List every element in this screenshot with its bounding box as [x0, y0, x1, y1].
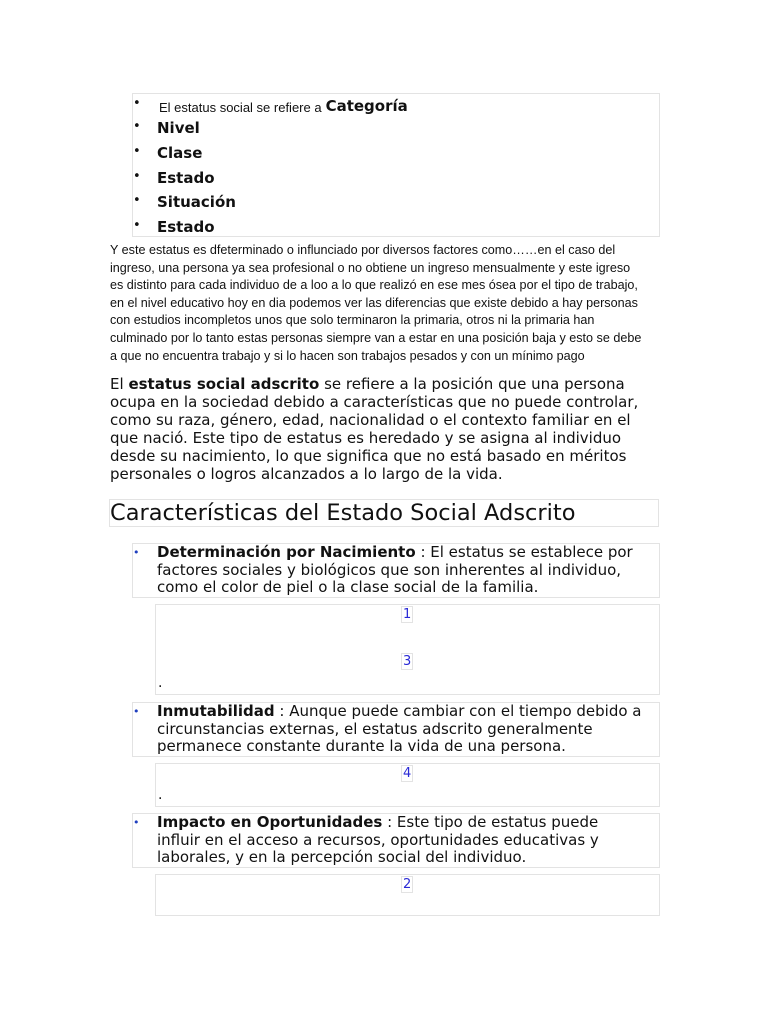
- paragraph-line: desde su nacimiento, lo que significa que no está basado en méritos: [110, 446, 627, 465]
- list-lead-text: El estatus social se refiere a: [159, 100, 322, 115]
- paragraph-line: ocupa en la sociedad debido a características que no puede controlar,: [110, 392, 639, 411]
- feature-text-line: : Este tipo de estatus puede: [387, 813, 599, 831]
- paragraph-line: que nació. Este tipo de estatus es heredado y se asigna al individuo: [110, 428, 622, 447]
- paragraph-line: [110, 376, 658, 394]
- list-item: [133, 119, 653, 139]
- bullet-icon: •: [133, 96, 141, 111]
- bullet-icon: •: [133, 193, 141, 208]
- feature-term: Impacto en Oportunidades: [157, 813, 383, 831]
- list-term: Situación: [157, 193, 236, 211]
- footnote-link[interactable]: 4: [403, 766, 412, 781]
- bullet-icon: •: [133, 169, 141, 184]
- period-text: .: [158, 787, 163, 803]
- list-term: Categoría: [325, 97, 408, 115]
- bullet-icon: •: [133, 816, 140, 829]
- paragraph-prefix: El: [110, 375, 124, 393]
- feature-text-line: influir en el acceso a recursos, oportunidades educativas y: [157, 830, 599, 849]
- list-item: [133, 169, 653, 189]
- list-term: Estado: [157, 169, 215, 187]
- status-terms-list-box: [132, 93, 660, 237]
- paragraph-line: con estudios incompletos unos que solo terminaron la primaria, otros ni la primaria han: [110, 313, 595, 328]
- period-text: .: [158, 675, 163, 691]
- paragraph-text: se refiere a la posición que una persona: [324, 375, 625, 393]
- section-heading: Características del Estado Social Adscrito: [109, 499, 659, 527]
- body-paragraph-definition: [110, 376, 658, 483]
- body-paragraph-factors: [110, 242, 658, 365]
- image-placeholder: [155, 874, 660, 916]
- footnote-link[interactable]: 2: [403, 877, 412, 892]
- paragraph-line: a que no encuentra trabajo y si lo hacen son trabajos pesados y con un mínimo pago: [110, 348, 585, 363]
- feature-term: Inmutabilidad: [157, 702, 275, 720]
- paragraph-line: como su raza, género, edad, nacionalidad o el contexto familiar en el: [110, 410, 631, 429]
- feature-text-line: : El estatus se establece por: [420, 543, 633, 561]
- feature-text: [157, 814, 657, 867]
- feature-text-line: : Aunque puede cambiar con el tiempo debido a: [279, 702, 642, 720]
- list-term: Clase: [157, 144, 203, 162]
- feature-text-line: laborales, y en la percepción social del individuo.: [157, 848, 527, 867]
- feature-text-line: permanece constante durante la vida de una persona.: [157, 737, 566, 756]
- image-placeholder: [155, 763, 660, 807]
- bullet-icon: •: [133, 546, 140, 559]
- paragraph-line: Y este estatus es dfeterminado o influnciado por diversos factores como……en el caso del: [110, 243, 616, 257]
- image-placeholder: [155, 604, 660, 695]
- feature-text: [157, 544, 657, 597]
- bullet-icon: •: [133, 144, 141, 159]
- defined-term: estatus social adscrito: [128, 375, 320, 393]
- feature-term: Determinación por Nacimiento: [157, 543, 416, 561]
- list-item: [133, 96, 653, 116]
- paragraph-line: personales o logros alcanzados a lo largo de la vida.: [110, 464, 503, 483]
- feature-item: [132, 702, 660, 757]
- feature-item: [132, 543, 660, 598]
- bullet-icon: •: [133, 705, 140, 718]
- footnote-link[interactable]: 1: [403, 607, 412, 622]
- feature-text-line: como el color de piel o la clase social de la familia.: [157, 578, 539, 597]
- feature-text-line: circunstancias externas, el estatus adscrito generalmente: [157, 719, 593, 738]
- paragraph-line: culminado por lo tanto estas personas siempre van a estar en una posición baja y esto se debe: [110, 330, 642, 345]
- bullet-icon: •: [133, 119, 141, 134]
- paragraph-line: es distinto para cada individuo de a loo a lo que realizó en ese mes ósea por el tipo de trabajo,: [110, 278, 638, 293]
- footnote-link[interactable]: 3: [403, 654, 412, 669]
- feature-item: [132, 813, 660, 868]
- paragraph-line: ingreso, una persona ya sea profesional o no obtiene un ingreso mensualmente y este igreso: [110, 260, 631, 275]
- list-term: Estado: [157, 218, 215, 236]
- list-item: [133, 218, 653, 238]
- feature-text-line: factores sociales y biológicos que son inherentes al individuo,: [157, 560, 622, 579]
- feature-text: [157, 703, 657, 756]
- bullet-icon: •: [133, 218, 141, 233]
- list-term: Nivel: [157, 119, 200, 137]
- list-item: [133, 144, 653, 164]
- paragraph-line: en el nivel educativo hoy en dia podemos ver las diferencias que existe debido a hay personas: [110, 295, 638, 310]
- list-item: [133, 193, 653, 213]
